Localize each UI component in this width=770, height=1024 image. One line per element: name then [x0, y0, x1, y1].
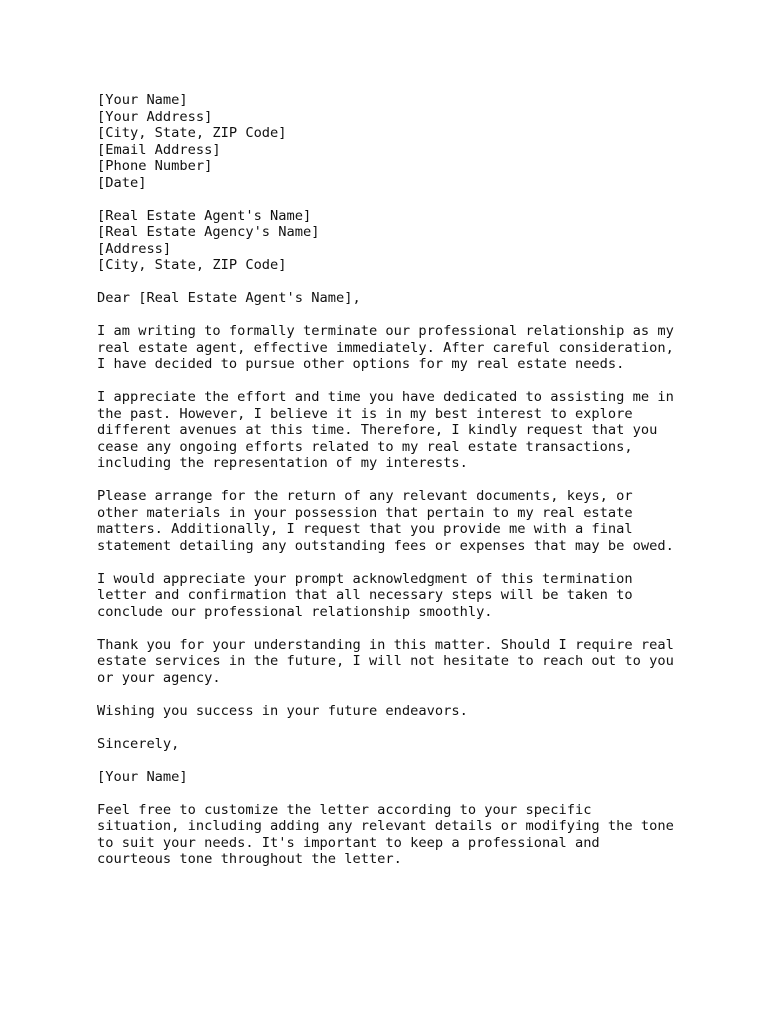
recipient-address: [Address]: [97, 240, 172, 257]
note-line: situation, including adding any relevant details or modifying the tone: [97, 818, 674, 834]
paragraph-line: matters. Additionally, I request that you provide me with a final: [97, 521, 633, 537]
paragraph-line: I have decided to pursue other options for my real estate needs.: [97, 356, 625, 372]
paragraph-line: statement detailing any outstanding fees or expenses that may be owed.: [97, 537, 674, 554]
paragraph-line: Please arrange for the return of any relevant documents, keys, or: [97, 488, 633, 504]
spacer: [97, 472, 737, 489]
paragraph-line: Thank you for your understanding in this matter. Should I require real: [97, 636, 674, 653]
paragraph-acknowledgment: [97, 571, 737, 621]
signature: [Your Name]: [97, 768, 188, 785]
paragraph-line: real estate agent, effective immediately. After careful consideration,: [97, 339, 674, 356]
paragraph-line: I am writing to formally terminate our professional relationship as my: [97, 323, 674, 339]
paragraph-line: different avenues at this time. Therefore, I kindly request that you: [97, 422, 658, 438]
paragraph-documents: [97, 488, 737, 554]
paragraph-line: I would appreciate your prompt acknowledgment of this termination: [97, 570, 633, 587]
paragraph-thanks: [97, 637, 737, 687]
note-line: Feel free to customize the letter according to your specific: [97, 801, 592, 818]
spacer: [97, 785, 737, 802]
recipient-city-state-zip: [City, State, ZIP Code]: [97, 257, 287, 273]
recipient-name: [Real Estate Agent's Name]: [97, 207, 312, 224]
spacer: [97, 373, 737, 390]
sender-city-state-zip: [City, State, ZIP Code]: [97, 125, 287, 141]
spacer: [97, 274, 737, 291]
paragraph-line: letter and confirmation that all necessary steps will be taken to: [97, 587, 633, 603]
paragraph-line: cease any ongoing efforts related to my real estate transactions,: [97, 438, 633, 455]
paragraph-intro: [97, 323, 737, 373]
letter-document: [97, 92, 737, 868]
recipient-agency: [Real Estate Agency's Name]: [97, 224, 320, 240]
paragraph-request: [97, 389, 737, 472]
letter-date: [Date]: [97, 174, 147, 191]
sender-address-block: [97, 92, 737, 191]
spacer: [97, 620, 737, 637]
note-line: courteous tone throughout the letter.: [97, 851, 402, 867]
recipient-address-block: [97, 208, 737, 274]
spacer: [97, 554, 737, 571]
sender-phone: [Phone Number]: [97, 158, 213, 174]
paragraph-line: or your agency.: [97, 669, 221, 686]
spacer: [97, 686, 737, 703]
salutation: Dear [Real Estate Agent's Name],: [97, 290, 361, 306]
sender-address: [Your Address]: [97, 108, 213, 125]
paragraph-line: I appreciate the effort and time you have dedicated to assisting me in: [97, 389, 674, 405]
customization-note: [97, 802, 737, 868]
paragraph-line: other materials in your possession that pertain to my real estate: [97, 504, 633, 521]
paragraph-line: estate services in the future, I will not hesitate to reach out to you: [97, 653, 674, 669]
sender-email: [Email Address]: [97, 141, 221, 158]
paragraph-line: the past. However, I believe it is in my best interest to explore: [97, 405, 633, 422]
closing: Sincerely,: [97, 735, 180, 752]
paragraph-line: including the representation of my interests.: [97, 455, 468, 471]
note-line: to suit your needs. It's important to keep a professional and: [97, 834, 600, 851]
spacer: [97, 191, 737, 208]
paragraph-line: Wishing you success in your future endeavors.: [97, 702, 468, 719]
paragraph-wishes: [97, 703, 737, 720]
sender-name: [Your Name]: [97, 92, 188, 108]
spacer: [97, 719, 737, 736]
spacer: [97, 752, 737, 769]
paragraph-line: conclude our professional relationship smoothly.: [97, 603, 493, 620]
spacer: [97, 307, 737, 324]
